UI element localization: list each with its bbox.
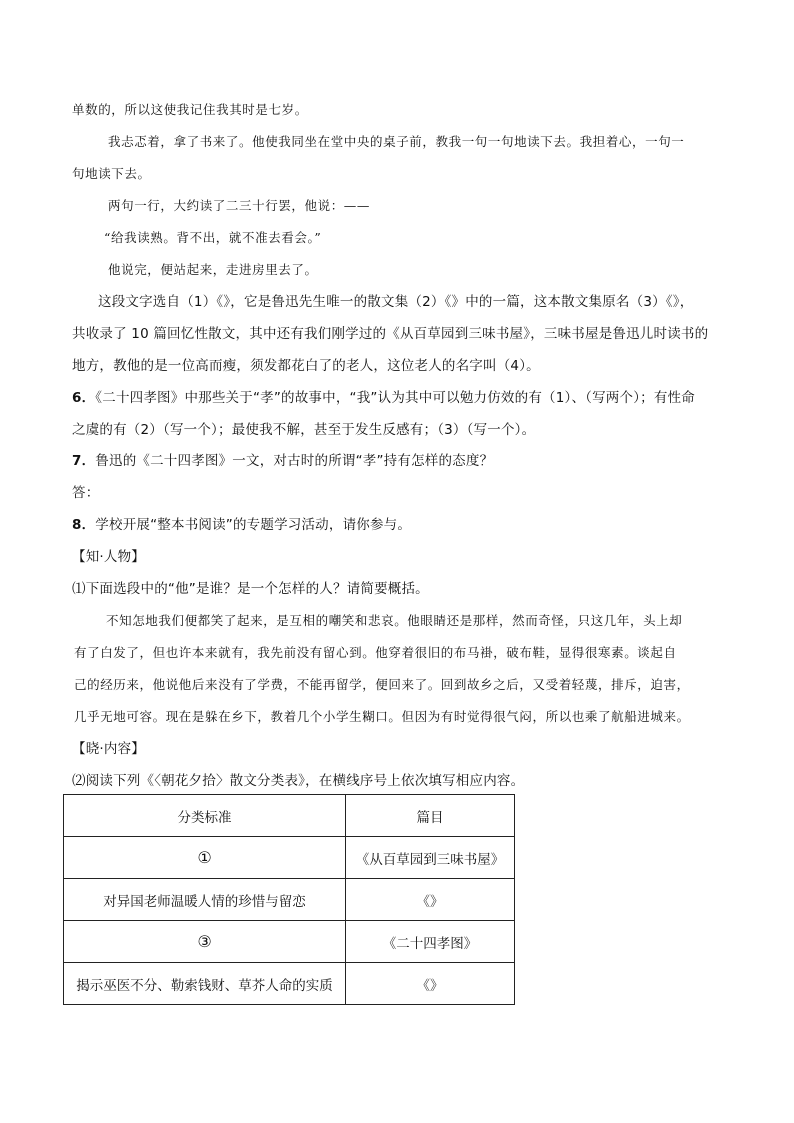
passage-line-1: 不知怎地我们便都笑了起来，是互相的嘲笑和悲哀。他眼睛还是那样，然而奇怪，只这几年，头上却 — [106, 613, 683, 628]
q8-line — [72, 516, 411, 534]
table-row — [64, 921, 515, 963]
table-row — [64, 837, 515, 879]
table-cell-criteria: ③ — [64, 921, 346, 963]
section-heading-character: 【知·人物】 — [72, 549, 145, 565]
classification-table — [63, 794, 515, 1005]
table-cell-criteria: 对异国老师温暖人情的珍惜与留恋 — [64, 879, 346, 921]
excerpt-line-2: 我忐忑着，拿了书来了。他使我同坐在堂中央的桌子前，教我一句一句地读下去。我担着心，一句一 — [108, 134, 685, 149]
excerpt-line-5: “给我读熟。背不出，就不准去看会。” — [104, 230, 322, 245]
table-row — [64, 879, 515, 921]
excerpt-line-1: 单数的，所以这使我记住我其时是七岁。 — [72, 102, 308, 117]
table-row — [64, 963, 515, 1005]
q5-line-2: 共收录了 10 篇回忆性散文，其中还有我们刚学过的《从百草园到三味书屋》，三味书屋是鲁迅儿时读书的 — [72, 326, 709, 342]
q6-number: 6． — [72, 390, 96, 406]
table-cell-criteria: 揭示巫医不分、勒索钱财、草芥人命的实质 — [64, 963, 346, 1005]
q6-line-2: 之虞的有（2）（写一个）；最使我不解，甚至于发生反感有；（3）（写一个）。 — [72, 422, 536, 438]
table-header-criteria: 分类标准 — [64, 795, 346, 837]
excerpt-line-6: 他说完，便站起来，走进房里去了。 — [108, 262, 318, 277]
q6-line-1 — [72, 389, 695, 407]
passage-line-4: 几乎无地可容。现在是躲在乡下，教着几个小学生糊口。但因为有时觉得很气闷，所以也乘了航船进城来。 — [74, 709, 690, 724]
q5-line-3: 地方，教他的是一位高而瘦，须发都花白了的老人，这位老人的名字叫（4）。 — [72, 358, 540, 374]
table-header-row — [64, 795, 515, 837]
q7-number: 7． — [72, 453, 96, 469]
passage-line-3: 己的经历来，他说他后来没有了学费，不能再留学，便回来了。回到故乡之后，又受着轻蔑，排斥，迫害， — [74, 677, 690, 692]
q7-text: 鲁迅的《二十四孝图》一文，对古时的所谓“孝”持有怎样的态度？ — [95, 453, 494, 469]
table-cell-criteria: ① — [64, 837, 346, 879]
q8-sub-question-1: ⑴下面选段中的“他”是谁？是一个怎样的人？请简要概括。 — [72, 581, 429, 597]
q6-text: 《二十四孝图》中那些关于“孝”的故事中，“我”认为其中可以勉力仿效的有（1）、（写两个）；有性命 — [95, 390, 695, 406]
table-cell-title: 《》 — [346, 879, 515, 921]
passage-line-2: 有了白发了，但也许本来就有，我先前没有留心到。他穿着很旧的布马褂，破布鞋，显得很寒素。谈起自 — [74, 645, 677, 660]
q5-line-1: 这段文字选自（1）《》，它是鲁迅先生唯一的散文集（2）《》中的一篇，这本散文集原名（3）《》， — [98, 294, 694, 310]
table-cell-title: 《》 — [346, 963, 515, 1005]
q8-text: 学校开展“整本书阅读”的专题学习活动，请你参与。 — [95, 517, 412, 533]
excerpt-line-3: 句地读下去。 — [72, 166, 151, 181]
section-heading-content: 【晓·内容】 — [72, 741, 145, 757]
q7-line — [72, 452, 493, 470]
q8-sub-question-2: ⑵阅读下列《〈朝花夕拾〉散文分类表》，在横线序号上依次填写相应内容。 — [72, 773, 525, 789]
table-header-title: 篇目 — [346, 795, 515, 837]
table-cell-title: 《从百草园到三味书屋》 — [346, 837, 515, 879]
q8-number: 8． — [72, 517, 96, 533]
q7-answer-label: 答： — [72, 485, 100, 501]
table-cell-title: 《二十四孝图》 — [346, 921, 515, 963]
excerpt-line-4: 两句一行，大约读了二三十行罢，他说：—— — [108, 198, 371, 213]
